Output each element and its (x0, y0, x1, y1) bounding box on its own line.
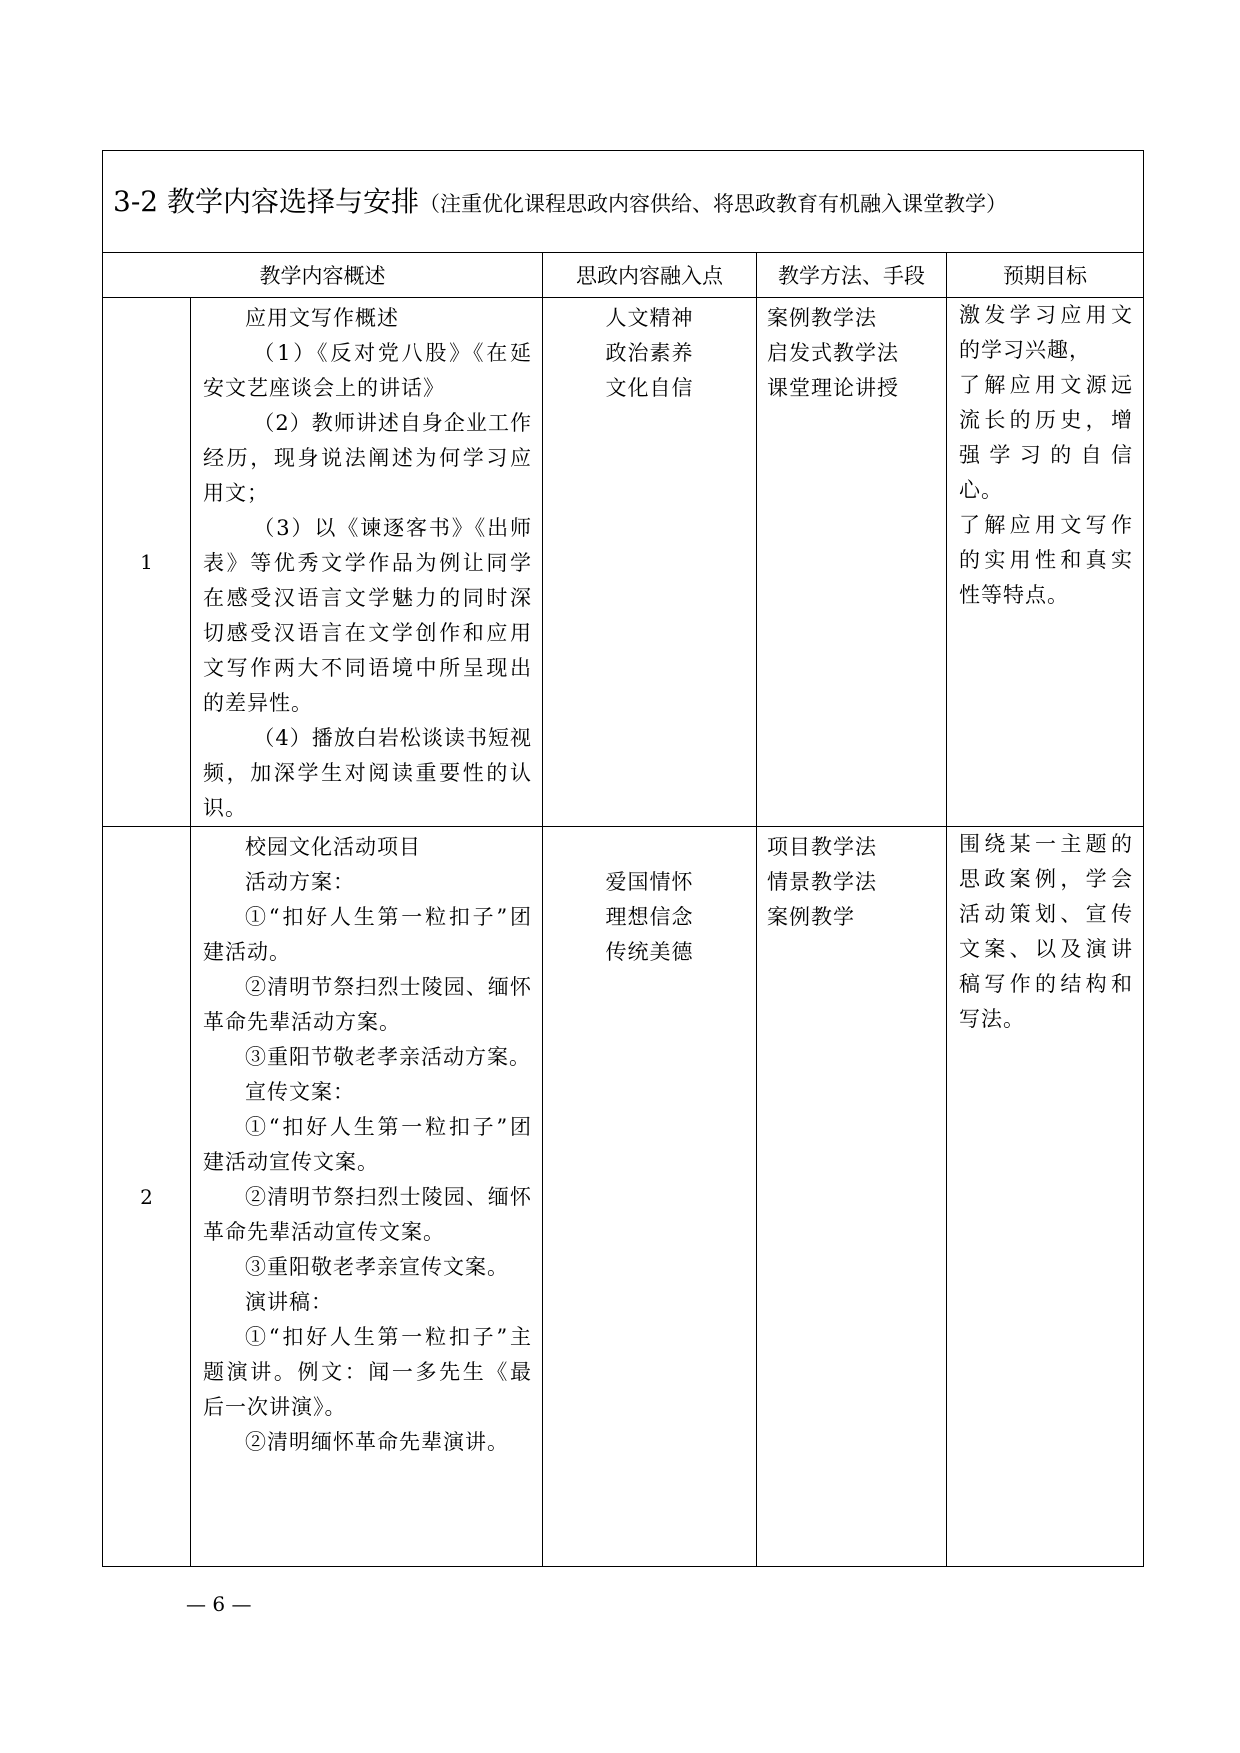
expected-goals-cell (947, 827, 1144, 1567)
ideology-points-cell (543, 827, 757, 1567)
content-line: 演讲稿： (245, 1290, 333, 1314)
header-teaching-methods: 教学方法、手段 (757, 253, 947, 298)
goal-line: 了解应用文写作的实用性和真实性等特点。 (959, 513, 1133, 607)
teaching-content-table (102, 150, 1144, 1567)
ideology-point: 理想信念 (605, 905, 694, 929)
row-number: 2 (103, 827, 191, 1567)
ideology-point: 政治素养 (605, 341, 694, 365)
teaching-method: 启发式教学法 (767, 341, 899, 365)
content-line: 活动方案： (245, 870, 355, 894)
content-line: ①“扣好人生第一粒扣子”团建活动。 (203, 905, 532, 964)
content-line: ③重阳节敬老孝亲活动方案。 (245, 1045, 531, 1069)
ideology-point: 文化自信 (605, 376, 694, 400)
content-line: ②清明缅怀革命先辈演讲。 (245, 1430, 509, 1454)
content-line: ②清明节祭扫烈士陵园、缅怀革命先辈活动宣传文案。 (203, 1185, 532, 1244)
teaching-methods-cell (757, 827, 947, 1567)
goal-line: 围绕某一主题的思政案例，学会活动策划、宣传文案、以及演讲稿写作的结构和写法。 (959, 832, 1133, 1031)
content-line: （3）以《谏逐客书》《出师表》等优秀文学作品为例让同学在感受汉语言文学魅力的同时深切感受汉语言在文学创作和应用文写作两大不同语境中所呈现出的差异性。 (203, 516, 532, 715)
content-line: ①“扣好人生第一粒扣子”团建活动宣传文案。 (203, 1115, 532, 1174)
content-line: 应用文写作概述 (245, 306, 399, 330)
header-expected-goals: 预期目标 (947, 253, 1144, 298)
content-line: ③重阳敬老孝亲宣传文案。 (245, 1255, 509, 1279)
table-row (103, 827, 1144, 1567)
section-title (103, 185, 1143, 219)
content-line: （4）播放白岩松谈读书短视频，加深学生对阅读重要性的认识。 (203, 726, 532, 820)
content-line: 宣传文案： (245, 1080, 355, 1104)
header-content-overview: 教学内容概述 (103, 253, 543, 298)
content-line: （1）《反对党八股》《在延安文艺座谈会上的讲话》 (203, 341, 532, 400)
content-line: （2）教师讲述自身企业工作经历，现身说法阐述为何学习应用文； (203, 411, 532, 505)
teaching-method: 案例教学 (767, 905, 855, 929)
ideology-point: 传统美德 (605, 940, 694, 964)
teaching-method: 案例教学法 (767, 306, 877, 330)
expected-goals-cell (947, 298, 1144, 827)
goal-line: 激发学习应用文的学习兴趣， (959, 303, 1133, 362)
row-number: 1 (103, 298, 191, 827)
page-number: — 6 — (186, 1592, 252, 1616)
ideology-point: 爱国情怀 (605, 870, 694, 894)
content-line: ①“扣好人生第一粒扣子”主题演讲。例文：闻一多先生《最后一次讲演》。 (203, 1325, 532, 1419)
goal-line: 了解应用文源远流长的历史，增强学习的自信心。 (959, 373, 1133, 502)
ideology-point: 人文精神 (605, 306, 694, 330)
teaching-method: 情景教学法 (767, 870, 877, 894)
section-title-main: 3-2 教学内容选择与安排 (113, 184, 419, 218)
content-line: 校园文化活动项目 (245, 835, 421, 859)
teaching-methods-cell (757, 298, 947, 827)
table-row (103, 298, 1144, 827)
section-title-cell (103, 151, 1144, 253)
teaching-method: 项目教学法 (767, 835, 877, 859)
ideology-points-cell (543, 298, 757, 827)
content-line: ②清明节祭扫烈士陵园、缅怀革命先辈活动方案。 (203, 975, 532, 1034)
table-header-row (103, 253, 1144, 298)
teaching-method: 课堂理论讲授 (767, 376, 899, 400)
section-title-subtitle: （注重优化课程思政内容供给、将思政教育有机融入课堂教学） (419, 191, 1007, 216)
header-ideology-points: 思政内容融入点 (543, 253, 757, 298)
content-overview-cell (191, 827, 543, 1567)
content-overview-cell (191, 298, 543, 827)
